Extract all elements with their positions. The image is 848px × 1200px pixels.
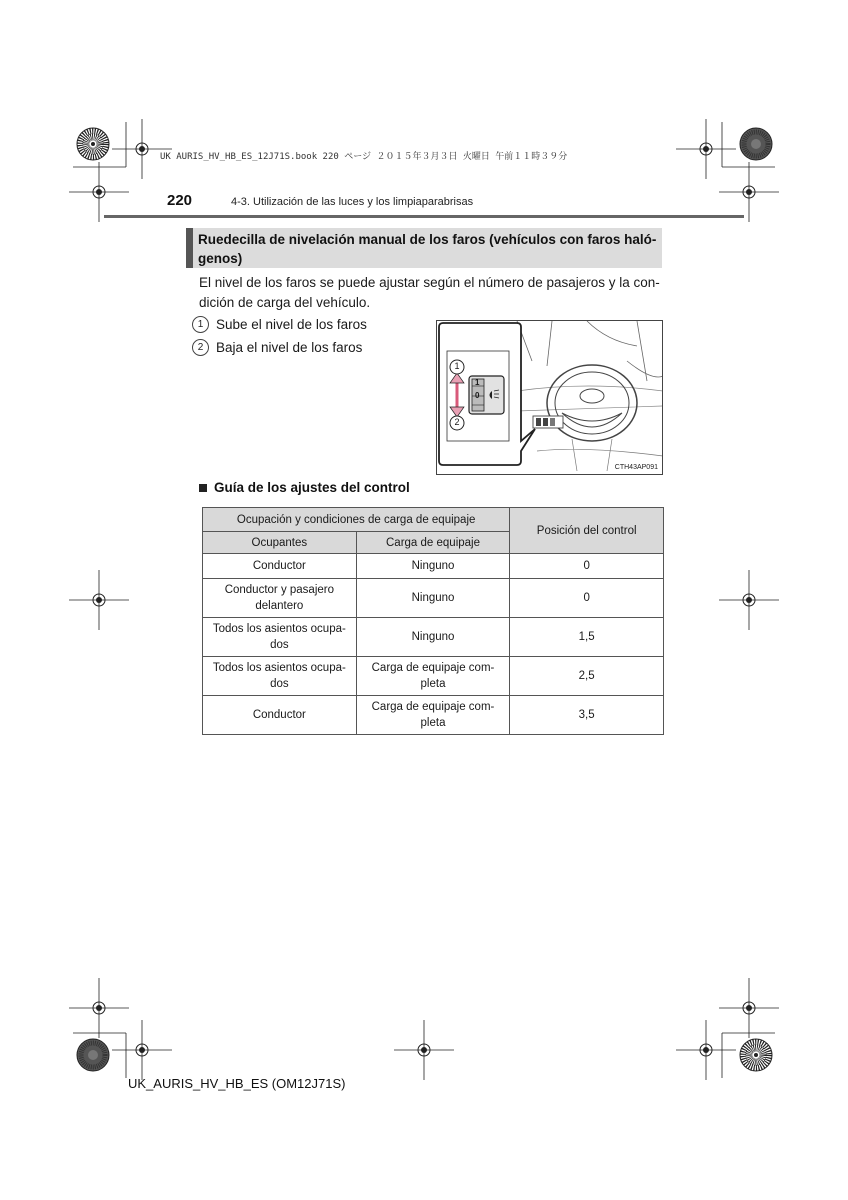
table-header-load: Carga de equipaje <box>356 532 510 554</box>
cell-occupants: Conductor <box>203 696 357 735</box>
cell-position: 3,5 <box>510 696 664 735</box>
cell-occupants: Todos los asientos ocupa-dos <box>203 618 357 657</box>
callout-number: 1 <box>192 316 209 333</box>
cell-occupants: Conductor y pasajero delantero <box>203 579 357 618</box>
figure-callout-1: 1 <box>454 361 460 371</box>
headlight-leveling-illustration <box>436 320 663 475</box>
cell-load: Ninguno <box>356 554 510 579</box>
cell-position: 0 <box>510 554 664 579</box>
callout-number: 2 <box>192 339 209 356</box>
list-item-text: Sube el nivel de los faros <box>216 317 367 332</box>
list-item <box>192 316 367 333</box>
square-bullet-icon <box>199 484 207 492</box>
table-row <box>203 579 664 618</box>
cell-load: Carga de equipaje com-pleta <box>356 657 510 696</box>
print-info: UK AURIS_HV_HB_ES_12J71S.book 220 ページ ２０１５年３月３日 火曜日 午前１１時３９分 <box>160 152 568 162</box>
cell-load: Carga de equipaje com-pleta <box>356 696 510 735</box>
cell-position: 0 <box>510 579 664 618</box>
dial-mark-top: 1 <box>475 378 480 387</box>
table-row <box>203 554 664 579</box>
section-title: 4-3. Utilización de las luces y los limpiaparabrisas <box>231 196 474 208</box>
table-header-group: Ocupación y condiciones de carga de equipaje <box>203 508 510 532</box>
adjustment-guide-table <box>202 507 664 735</box>
list-item <box>192 339 362 356</box>
dashboard-drawing <box>437 321 663 475</box>
cell-load: Ninguno <box>356 579 510 618</box>
page-number: 220 <box>167 192 193 209</box>
cell-occupants: Todos los asientos ocupa-dos <box>203 657 357 696</box>
dial-mark-bottom: 0 <box>475 391 480 400</box>
cell-occupants: Conductor <box>203 554 357 579</box>
table-header-occupants: Ocupantes <box>203 532 357 554</box>
subheading <box>199 480 410 495</box>
figure-code: CTH43AP091 <box>614 464 658 471</box>
cell-load: Ninguno <box>356 618 510 657</box>
header-rule <box>104 215 744 218</box>
figure-callout-2: 2 <box>454 417 460 427</box>
table-row <box>203 657 664 696</box>
list-item-text: Baja el nivel de los faros <box>216 340 363 355</box>
table-header-position: Posición del control <box>510 508 664 554</box>
table-row <box>203 696 664 735</box>
section-heading: Ruedecilla de nivelación manual de los faros (vehículos con faros haló-genos) <box>186 228 662 268</box>
cell-position: 2,5 <box>510 657 664 696</box>
intro-paragraph: El nivel de los faros se puede ajustar según el número de pasajeros y la con-dición de carga del vehículo. <box>199 275 660 310</box>
table-row <box>203 618 664 657</box>
subheading-text: Guía de los ajustes del control <box>214 480 410 495</box>
footer-code: UK_AURIS_HV_HB_ES (OM12J71S) <box>128 1076 346 1091</box>
cell-position: 1,5 <box>510 618 664 657</box>
